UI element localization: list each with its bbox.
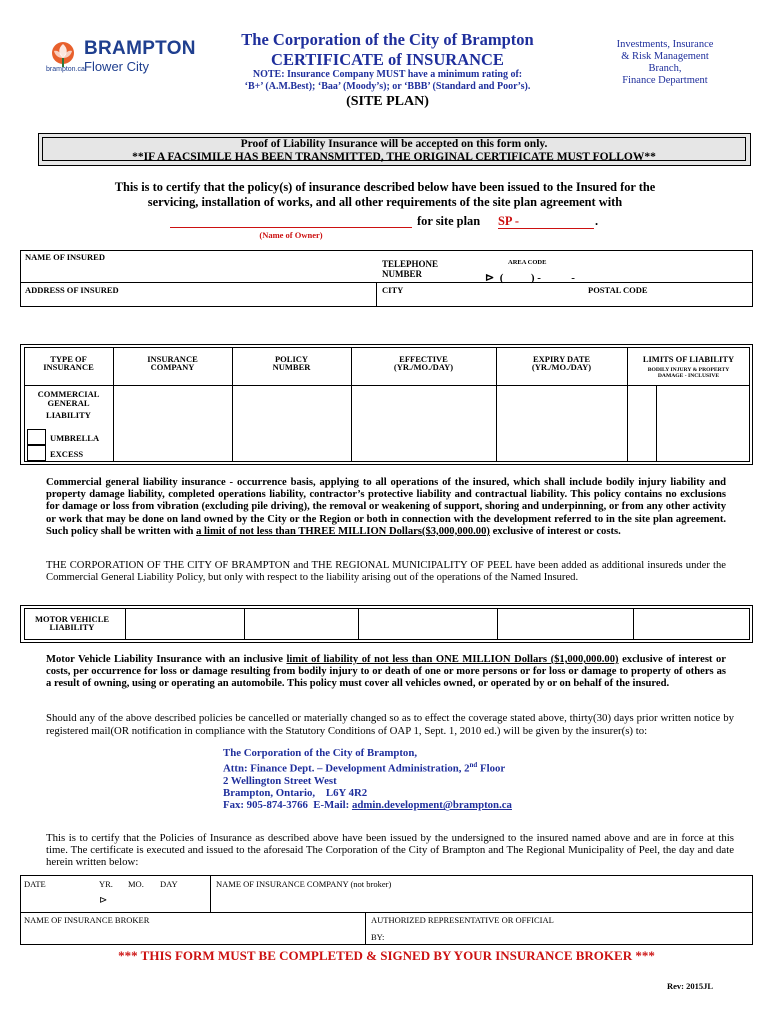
name-of-insured-label: NAME OF INSURED bbox=[25, 252, 105, 262]
mo-label: MO. bbox=[128, 879, 144, 889]
col-effective: EFFECTIVE (YR./MO./DAY) bbox=[393, 354, 454, 372]
banner-line-2: **IF A FACSIMILE HAS BEEN TRANSMITTED, THE ORIGINAL CERTIFICATE MUST FOLLOW** bbox=[132, 151, 656, 163]
excess-label: EXCESS bbox=[50, 449, 84, 459]
revision-label: Rev: 2015JL bbox=[667, 981, 714, 991]
col-type-of-insurance: TYPE OF INSURANCE bbox=[43, 354, 94, 372]
brampton-logo bbox=[44, 38, 194, 80]
rating-note: NOTE: Insurance Company MUST have a minimum rating of: bbox=[252, 69, 523, 80]
for-site-plan-label: for site plan bbox=[417, 214, 481, 228]
number-label: NUMBER bbox=[382, 269, 422, 279]
owner-name-field[interactable] bbox=[170, 226, 412, 228]
logo-wordmark: BRAMPTON bbox=[84, 38, 196, 59]
cgl-paragraph: Commercial general liability insurance - occurrence basis, applying to all operations of the insured, which shall include bodily injury liability and property damage liability, completed operations liability, contractor’s protective liability and contractual liability. This policy contains no exclusions for damage or loss from vibration (excluding pile driving), the removal or weakening of support, shoring and underpinning, or from any other activity or work that may be done on land owned by the City or the Region or both in connection with the development referred to in the site plan agreement. Such policy shall be written with a limit of not less than THREE MILLION Dollars($3,000,000.00) exclusive of interest or costs. bbox=[46, 477, 726, 537]
date-label: DATE bbox=[24, 879, 46, 889]
signature-field[interactable] bbox=[390, 928, 745, 943]
yr-label: YR. bbox=[99, 879, 113, 889]
additional-insureds-paragraph: THE CORPORATION OF THE CITY OF BRAMPTON and THE REGIONAL MUNICIPALITY OF PEEL have been added as additional insureds under the Commercial General Liability Policy, but only with respect to the liability arising out of the operations of the Named Insured. bbox=[46, 560, 726, 584]
address-of-insured-label: ADDRESS OF INSURED bbox=[25, 285, 119, 295]
rating-list: ‘B+’ (A.M.Best); ‘Baa’ (Moody’s); or ‘BBB’ (Standard and Poor’s). bbox=[244, 81, 531, 92]
name-of-owner-caption: (Name of Owner) bbox=[259, 230, 323, 240]
col-limits-of-liability: LIMITS OF LIABILITY bbox=[642, 354, 735, 364]
umbrella-label: UMBRELLA bbox=[50, 433, 100, 443]
area-code-label: AREA CODE bbox=[508, 259, 547, 266]
site-plan-prefix: SP - bbox=[498, 214, 519, 228]
by-label: BY: bbox=[371, 932, 385, 942]
notice-address: The Corporation of the City of Brampton, Attn: Finance Dept. – Development Administration, 2nd Floor 2 Wellington Street West Brampton, Ontario, L6Y 4R2 Fax: 905-874-3766 E-Mail: admin.development@brampton.ca bbox=[223, 747, 512, 812]
telephone-label: TELEPHONE bbox=[382, 259, 439, 269]
address-field[interactable] bbox=[25, 294, 370, 306]
authorized-label: AUTHORIZED REPRESENTATIVE OR OFFICIAL bbox=[371, 915, 554, 925]
postal-code-field[interactable] bbox=[588, 294, 748, 306]
col-expiry-date: EXPIRY DATE (YR./MO./DAY) bbox=[531, 354, 592, 372]
email-link[interactable]: admin.development@brampton.ca bbox=[351, 799, 512, 812]
phone-field[interactable]: ⊳ ( ) - - bbox=[485, 272, 575, 284]
broker-label: NAME OF INSURANCE BROKER bbox=[24, 915, 150, 925]
limits-subcaption: BODILY INJURY & PROPERTY DAMAGE - INCLUSIVE bbox=[647, 367, 730, 379]
banner-line-1: Proof of Liability Insurance will be accepted on this form only. bbox=[240, 138, 548, 150]
department-name: Investments, Insurance & Risk Management Branch, Finance Department bbox=[616, 39, 714, 86]
excess-checkbox[interactable] bbox=[27, 445, 46, 461]
motor-vehicle-paragraph: Motor Vehicle Liability Insurance with an inclusive limit of liability of not less than ONE MILLION Dollars ($1,000,000.00) exclusive of interest or costs, per occurrence for loss or damage resulting from bodily injury to or death of one or more persons or for loss or damage to property of others as a result of owning, using or operating an automobile. This policy must cover all vehicles owned, or operated by or on behalf of the insured. bbox=[46, 654, 726, 690]
postal-code-label: POSTAL CODE bbox=[588, 285, 648, 295]
insurance-company-field[interactable] bbox=[216, 890, 746, 908]
site-plan-number-field[interactable] bbox=[498, 228, 594, 229]
umbrella-checkbox[interactable] bbox=[27, 429, 46, 445]
facsimile-banner bbox=[38, 133, 751, 166]
period: . bbox=[595, 214, 599, 228]
cgl-label: COMMERCIAL GENERAL bbox=[37, 389, 100, 408]
cancellation-paragraph: Should any of the above described policies be cancelled or materially changed so as to effect the coverage stated above, thirty(30) days prior written notice by registered mail(OR notification in compliance with the Statutory Conditions of OAP 1, Sept. 1, 2010 ed.) will be given by the insurer(s) to: bbox=[46, 712, 734, 738]
col-insurance-company: INSURANCE COMPANY bbox=[147, 354, 198, 372]
date-field[interactable]: ⊳ bbox=[99, 895, 108, 906]
site-plan-heading: (SITE PLAN) bbox=[346, 94, 429, 109]
col-policy-number: POLICY NUMBER bbox=[272, 354, 311, 372]
logo-subtitle: Flower City bbox=[84, 59, 150, 74]
city-field[interactable] bbox=[382, 294, 572, 306]
certify-paragraph-2: This is to certify that the Policies of Insurance as described above have been issued by the undersigned to the insured named above and are in force at this time. The certificate is executed and issued to the aforesaid The Corporation of the City of Brampton and The Regional Municipality of Peel, the day and date herein written below: bbox=[46, 832, 734, 869]
day-label: DAY bbox=[160, 879, 178, 889]
insurance-company-label: NAME OF INSURANCE COMPANY (not broker) bbox=[216, 879, 392, 889]
completion-warning: *** THIS FORM MUST BE COMPLETED & SIGNED BY YOUR INSURANCE BROKER *** bbox=[118, 948, 655, 963]
motor-vehicle-label: MOTOR VEHICLE LIABILITY bbox=[34, 614, 110, 632]
certify-line-1: This is to certify that the policy(s) of insurance described below have been issued to the Insured for the bbox=[114, 180, 656, 194]
broker-field[interactable] bbox=[24, 926, 359, 942]
header-title: The Corporation of the City of Brampton bbox=[241, 30, 534, 49]
logo-url: brampton.ca bbox=[46, 66, 85, 73]
certificate-title: CERTIFICATE of INSURANCE bbox=[271, 50, 504, 69]
cgl-liability-label: LIABILITY bbox=[46, 410, 91, 420]
city-label: CITY bbox=[382, 285, 404, 295]
name-of-insured-field[interactable] bbox=[25, 263, 370, 280]
certify-line-2: servicing, installation of works, and all other requirements of the site plan agreement with bbox=[147, 195, 623, 209]
